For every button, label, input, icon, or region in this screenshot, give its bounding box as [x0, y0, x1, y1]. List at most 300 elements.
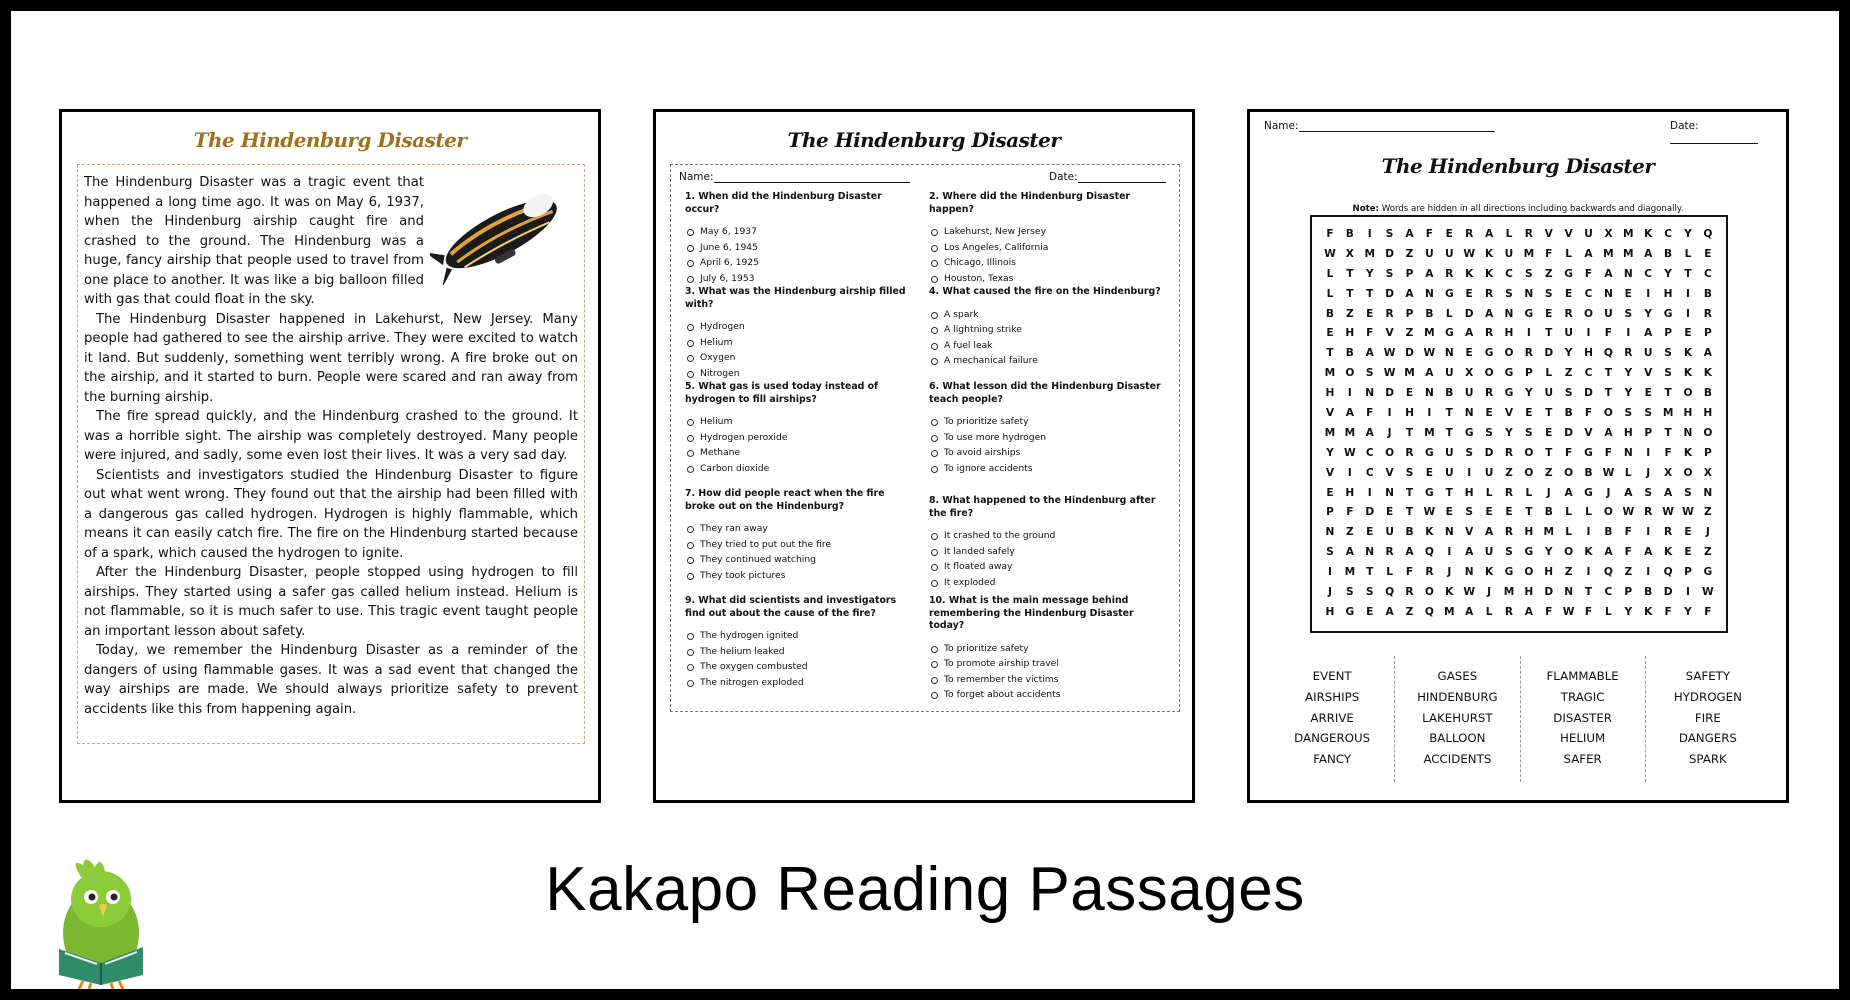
grid-cell: A [1564, 486, 1573, 499]
grid-cell: R [1445, 267, 1454, 280]
answer-option: A spark [929, 307, 1161, 323]
grid-cell: M [1603, 247, 1614, 260]
grid-cell: U [1444, 446, 1454, 459]
question-text: 1. When did the Hindenburg Disaster occur? [685, 191, 882, 215]
grid-cell: N [1504, 307, 1514, 320]
grid-cell: U [1604, 307, 1613, 320]
grid-cell: A [1385, 605, 1394, 618]
grid-cell: K [1445, 586, 1454, 599]
grid-row [1320, 344, 1718, 364]
grid-cell: W [1463, 586, 1476, 599]
grid-cell: E [1445, 506, 1453, 519]
grid-cell: J [1606, 486, 1611, 499]
grid-cell: Y [1326, 446, 1334, 459]
grid-cell: I [1467, 466, 1472, 479]
name-line [714, 173, 910, 183]
grid-cell: X [1465, 367, 1474, 380]
note-label: Note: [1352, 204, 1379, 214]
grid-cell: N [1444, 526, 1454, 539]
grid-cell: I [1586, 327, 1591, 340]
answer-option: They ran away [685, 521, 917, 537]
grid-cell: C [1505, 267, 1513, 280]
grid-cell: G [1345, 605, 1355, 618]
answer-option: Carbon dioxide [685, 461, 917, 477]
grid-cell: O [1584, 307, 1594, 320]
grid-cell: H [1325, 387, 1335, 400]
grid-cell: T [1405, 486, 1414, 499]
grid-cell: A [1345, 546, 1354, 559]
grid-cell: B [1564, 407, 1573, 420]
grid-cell: I [1347, 387, 1352, 400]
grid-cell: E [1366, 526, 1374, 539]
grid-cell: T [1366, 566, 1374, 579]
grid-cell: D [1544, 347, 1554, 360]
grid-cell: M [1662, 407, 1674, 420]
grid-cell: Z [1345, 526, 1354, 539]
grid-cell: R [1425, 566, 1434, 579]
grid-cell: W [1383, 367, 1396, 380]
word-item: ACCIDENTS [1423, 752, 1492, 767]
grid-cell: P [1405, 307, 1414, 320]
grid-cell: U [1484, 466, 1494, 479]
grid-cell: F [1604, 327, 1613, 340]
word-item: SAFETY [1685, 669, 1731, 683]
grid-cell: B [1325, 307, 1334, 320]
grid-cell: K [1425, 526, 1434, 539]
grid-cell: R [1504, 486, 1514, 499]
word-item: HINDENBURG [1417, 689, 1498, 704]
grid-row [1320, 603, 1718, 623]
question-text: 6. What lesson did the Hindenburg Disaster teach people? [929, 381, 1161, 405]
grid-cell: M [1503, 586, 1515, 599]
grid-cell: V [1465, 526, 1474, 539]
grid-cell: D [1464, 307, 1474, 320]
grid-cell: W [1343, 446, 1356, 459]
word-column [1520, 656, 1645, 782]
grid-cell: A [1604, 426, 1613, 439]
grid-cell: H [1464, 486, 1474, 499]
passage-paragraph: After the Hindenburg Disaster, people stopped using hydrogen to fill airships. They started using a safer gas called helium instead. Helium is not flammable, so it is much safer to use. This tragic event taught people an important lesson about safety. [84, 565, 578, 639]
grid-cell: V [1385, 466, 1394, 479]
grid-cell: S [1346, 586, 1354, 599]
grid-cell: Z [1505, 466, 1513, 479]
grid-cell: N [1623, 446, 1633, 459]
grid-cell: G [1464, 426, 1474, 439]
answer-option: June 6, 1945 [685, 240, 917, 256]
grid-cell: W [1324, 247, 1336, 260]
grid-cell: B [1584, 466, 1593, 479]
grid-cell: T [1545, 327, 1553, 340]
grid-cell: L [1565, 247, 1573, 260]
grid-cell: M [1424, 327, 1435, 340]
grid-cell: U [1484, 546, 1494, 559]
grid-cell: N [1524, 287, 1534, 300]
grid-row [1320, 583, 1718, 603]
grid-cell: M [1623, 247, 1634, 260]
grid-cell: I [1367, 486, 1372, 499]
grid-cell: T [1346, 267, 1354, 280]
wordsearch-title: The Hindenburg Disaster [1381, 154, 1655, 178]
grid-cell: D [1365, 506, 1375, 519]
grid-cell: L [1485, 605, 1493, 618]
grid-cell: G [1425, 486, 1434, 499]
grid-cell: T [1604, 387, 1613, 400]
grid-cell: H [1544, 566, 1554, 579]
grid-cell: Z [1624, 566, 1633, 579]
grid-cell: F [1346, 506, 1354, 519]
answer-option: The helium leaked [685, 644, 917, 660]
grid-cell: A [1484, 228, 1494, 240]
grid-cell: R [1405, 586, 1414, 599]
grid-cell: E [1385, 506, 1394, 519]
grid-cell: J [1546, 486, 1551, 499]
grid-cell: R [1405, 446, 1414, 459]
grid-cell: T [1584, 586, 1593, 599]
grid-cell: F [1545, 605, 1553, 618]
question-text: 2. Where did the Hindenburg Disaster happen? [929, 191, 1131, 215]
grid-cell: U [1444, 367, 1454, 380]
grid-cell: E [1644, 387, 1652, 400]
grid-row [1320, 285, 1718, 305]
grid-cell: T [1545, 446, 1553, 459]
word-item: SPARK [1688, 752, 1727, 767]
grid-cell: B [1405, 526, 1414, 539]
word-item: GASES [1437, 669, 1478, 683]
grid-cell: J [1327, 586, 1332, 599]
grid-cell: I [1646, 446, 1651, 459]
grid-cell: O [1424, 586, 1434, 599]
grid-row [1320, 484, 1718, 504]
grid-cell: O [1504, 347, 1514, 360]
grid-cell: D [1564, 426, 1574, 439]
grid-cell: I [1427, 407, 1432, 420]
grid-cell: M [1444, 605, 1455, 618]
grid-cell: K [1584, 546, 1593, 559]
grid-cell: B [1345, 228, 1354, 240]
grid-cell: O [1524, 446, 1534, 459]
grid-cell: N [1683, 426, 1693, 439]
grid-cell: L [1605, 605, 1612, 618]
grid-cell: W [1423, 506, 1436, 519]
grid-cell: S [1465, 446, 1473, 459]
word-item: DISASTER [1553, 710, 1612, 725]
grid-cell: U [1425, 247, 1434, 260]
grid-cell: N [1365, 546, 1375, 559]
grid-cell: V [1385, 327, 1394, 340]
grid-cell: A [1345, 407, 1354, 420]
grid-cell: A [1584, 247, 1593, 260]
quiz-sheet [653, 109, 1195, 803]
grid-cell: E [1465, 347, 1473, 360]
grid-cell: L [1545, 367, 1553, 380]
grid-cell: I [1686, 586, 1690, 599]
canvas [11, 11, 1839, 989]
grid-cell: K [1644, 228, 1653, 240]
grid-cell: D [1385, 247, 1395, 260]
answer-option: The oxygen combusted [685, 659, 917, 675]
grid-cell: L [1565, 506, 1573, 519]
grid-cell: K [1703, 367, 1712, 380]
grid-cell: W [1463, 247, 1476, 260]
grid-cell: Z [1345, 307, 1354, 320]
grid-cell: E [1525, 407, 1533, 420]
answer-option: To forget about accidents [929, 687, 1161, 703]
question-text: 9. What did scientists and investigators find out about the cause of the fire? [685, 595, 897, 619]
grid-cell: J [1387, 426, 1392, 439]
grid-cell: S [1405, 466, 1414, 479]
grid-cell: X [1664, 466, 1673, 479]
grid-cell: B [1644, 586, 1653, 599]
grid-cell: O [1683, 387, 1693, 400]
grid-cell: E [1684, 327, 1692, 340]
grid-cell: S [1525, 267, 1533, 280]
grid-cell: S [1485, 426, 1493, 439]
grid-cell: M [1623, 228, 1634, 240]
grid-cell: V [1564, 228, 1573, 240]
grid-cell: W [1383, 347, 1396, 360]
grid-cell: A [1604, 546, 1613, 559]
grid-cell: J [1705, 526, 1710, 539]
grid-cell: V [1325, 466, 1335, 479]
question-9 [685, 595, 917, 690]
word-item: TRAGIC [1560, 689, 1605, 704]
grid-cell: G [1524, 546, 1534, 559]
grid-cell: I [1347, 466, 1352, 479]
answer-option: It crashed to the ground [929, 528, 1161, 544]
grid-cell: S [1544, 287, 1553, 300]
question-text: 8. What happened to the Hindenburg after the fire? [929, 495, 1156, 519]
grid-cell: M [1523, 247, 1535, 260]
grid-cell: R [1385, 307, 1394, 320]
grid-cell: E [1405, 387, 1414, 400]
grid-cell: V [1504, 407, 1514, 420]
grid-cell: F [1664, 605, 1672, 618]
grid-cell: G [1504, 367, 1514, 380]
grid-cell: N [1703, 486, 1713, 499]
grid-cell: E [1485, 407, 1493, 420]
grid-cell: N [1623, 267, 1633, 280]
question-4 [929, 286, 1161, 369]
question-text: 5. What gas is used today instead of hydrogen to fill airships? [685, 381, 879, 405]
grid-cell: S [1564, 387, 1573, 400]
grid-cell: F [1366, 327, 1374, 340]
grid-cell: O [1385, 446, 1395, 459]
grid-cell: M [1543, 526, 1555, 539]
grid-cell: O [1345, 367, 1355, 380]
grid-cell: K [1683, 446, 1693, 459]
grid-cell: N [1603, 287, 1613, 300]
grid-cell: N [1325, 526, 1335, 539]
grid-cell: A [1703, 347, 1712, 360]
quiz-box [670, 164, 1180, 712]
question-3 [685, 286, 917, 381]
grid-cell: I [1327, 566, 1332, 579]
answer-option: They took pictures [685, 568, 917, 584]
grid-cell: O [1564, 546, 1574, 559]
grid-cell: I [1646, 287, 1651, 300]
grid-cell: A [1405, 546, 1414, 559]
grid-cell: K [1683, 367, 1693, 380]
grid-row [1320, 424, 1718, 444]
grid-cell: R [1703, 307, 1712, 320]
grid-cell: C [1604, 586, 1613, 599]
grid-row [1320, 444, 1718, 464]
grid-cell: I [1367, 228, 1372, 240]
grid-cell: N [1424, 287, 1434, 300]
grid-cell: S [1505, 287, 1513, 300]
grid-cell: G [1504, 387, 1514, 400]
date-line [1670, 134, 1758, 144]
grid-cell: F [1565, 446, 1573, 459]
grid-cell: T [1664, 387, 1672, 400]
grid-cell: H [1663, 287, 1673, 300]
grid-cell: L [1386, 566, 1393, 579]
grid-cell: R [1624, 347, 1633, 360]
passage-paragraph: Today, we remember the Hindenburg Disaster as a reminder of the dangers of using flammable gases. It was a sad event that changed the way airships are made. We should always prioritize safety to prevent accidents like this from happening again. [84, 643, 578, 717]
word-item: FANCY [1313, 752, 1352, 767]
grid-cell: X [1703, 466, 1712, 479]
grid-cell: R [1465, 228, 1474, 240]
grid-cell: R [1385, 546, 1394, 559]
grid-cell: L [1326, 267, 1334, 280]
grid-cell: D [1584, 387, 1593, 400]
grid-cell: N [1365, 387, 1375, 400]
grid-cell: Y [1365, 267, 1374, 280]
grid-cell: Y [1664, 267, 1672, 280]
grid-cell: E [1366, 307, 1374, 320]
grid-row [1320, 404, 1718, 424]
grid-cell: F [1326, 228, 1334, 240]
grid-cell: T [1346, 287, 1354, 300]
word-item: FLAMMABLE [1546, 669, 1619, 683]
grid-row [1320, 464, 1718, 484]
answer-option: A lightning strike [929, 322, 1161, 338]
grid-row [1320, 305, 1718, 325]
grid-cell: W [1682, 506, 1694, 519]
grid-cell: A [1405, 228, 1414, 240]
grid-cell: E [1326, 327, 1334, 340]
grid-row [1320, 384, 1718, 404]
grid-cell: L [1326, 287, 1334, 300]
grid-cell: H [1584, 347, 1593, 360]
grid-cell: A [1425, 367, 1434, 380]
grid-cell: I [1387, 407, 1392, 420]
grid-cell: P [1703, 446, 1712, 459]
answer-option: To prioritize safety [929, 641, 1161, 657]
grid-cell: Q [1603, 566, 1613, 579]
grid-row [1320, 503, 1718, 523]
answer-option: They tried to put out the fire [685, 537, 917, 553]
grid-cell: Q [1424, 546, 1434, 559]
date-field [1049, 171, 1166, 183]
grid-cell: K [1484, 267, 1494, 280]
grid-cell: N [1464, 566, 1474, 579]
answer-option: To prioritize safety [929, 414, 1161, 430]
grid-cell: T [1445, 486, 1453, 499]
question-8 [929, 495, 1161, 590]
word-list [1270, 656, 1770, 782]
grid-cell: X [1604, 228, 1613, 240]
grid-cell: T [1664, 426, 1672, 439]
grid-cell: T [1684, 267, 1692, 280]
grid-cell: H [1683, 407, 1693, 420]
grid-cell: P [1644, 426, 1653, 439]
grid-cell: A [1644, 327, 1653, 340]
airship-illustration [430, 175, 578, 285]
grid-cell: E [1684, 526, 1692, 539]
answer-option: To remember the victims [929, 672, 1161, 688]
grid-cell: L [1445, 307, 1453, 320]
grid-cell: I [1447, 546, 1452, 559]
grid-cell: A [1425, 267, 1434, 280]
grid-cell: N [1464, 407, 1474, 420]
question-text: 4. What caused the fire on the Hindenburg? [929, 286, 1161, 297]
grid-cell: F [1584, 407, 1593, 420]
grid-cell: I [1626, 327, 1631, 340]
grid-cell: P [1703, 327, 1712, 340]
grid-row [1320, 563, 1718, 583]
question-7 [685, 488, 917, 583]
grid-cell: I [1646, 526, 1651, 539]
grid-cell: L [1525, 486, 1533, 499]
grid-cell: K [1484, 247, 1494, 260]
grid-cell: A [1465, 327, 1474, 340]
note-text: Words are hidden in all directions including backwards and diagonally. [1378, 204, 1684, 214]
grid-cell: U [1504, 247, 1514, 260]
grid-cell: E [1684, 546, 1692, 559]
grid-cell: O [1683, 466, 1693, 479]
grid-cell: A [1484, 526, 1494, 539]
grid-cell: C [1664, 228, 1672, 240]
grid-cell: U [1464, 387, 1474, 400]
grid-cell: W [1662, 506, 1674, 519]
grid-cell: S [1664, 367, 1672, 380]
grid-cell: F [1405, 566, 1414, 579]
grid-cell: Y [1624, 605, 1633, 618]
passage-paragraph: Scientists and investigators studied the Hindenburg Disaster to figure out what went wrong. They found out that the airship had been filled with a dangerous gas called hydrogen. Hydrogen is highly flammable, which means it can easily catch fire. The fire on the Hindenburg started because of a spark, which caused the hydrogen to ignite. [84, 467, 578, 561]
word-item: SAFER [1563, 752, 1602, 767]
grid-cell: A [1604, 267, 1613, 280]
grid-cell: V [1544, 228, 1553, 240]
question-10 [929, 595, 1161, 703]
grid-cell: S [1505, 546, 1513, 559]
word-item: LAKEHURST [1422, 710, 1493, 725]
answer-option: It exploded [929, 575, 1161, 591]
grid-cell: M [1424, 426, 1435, 439]
grid-cell: B [1604, 526, 1613, 539]
grid-cell: R [1524, 347, 1533, 360]
grid-cell: Y [1505, 426, 1513, 439]
grid-cell: M [1404, 367, 1415, 380]
grid-cell: A [1484, 307, 1494, 320]
grid-cell: A [1465, 605, 1474, 618]
grid-cell: L [1585, 506, 1592, 519]
grid-cell: H [1345, 327, 1355, 340]
answer-option: April 6, 1925 [685, 255, 917, 271]
grid-cell: M [1324, 367, 1336, 380]
word-column [1394, 656, 1519, 782]
grid-cell: J [1447, 566, 1452, 579]
grid-cell: B [1703, 287, 1712, 300]
answer-option: Helium [685, 335, 917, 351]
grid-cell: H [1504, 327, 1514, 340]
grid-cell: G [1504, 566, 1514, 579]
grid-cell: F [1664, 446, 1672, 459]
grid-cell: Y [1644, 307, 1653, 320]
wordsearch-note [1250, 204, 1786, 214]
grid-cell: S [1624, 307, 1633, 320]
passage-title: The Hindenburg Disaster [193, 128, 467, 152]
